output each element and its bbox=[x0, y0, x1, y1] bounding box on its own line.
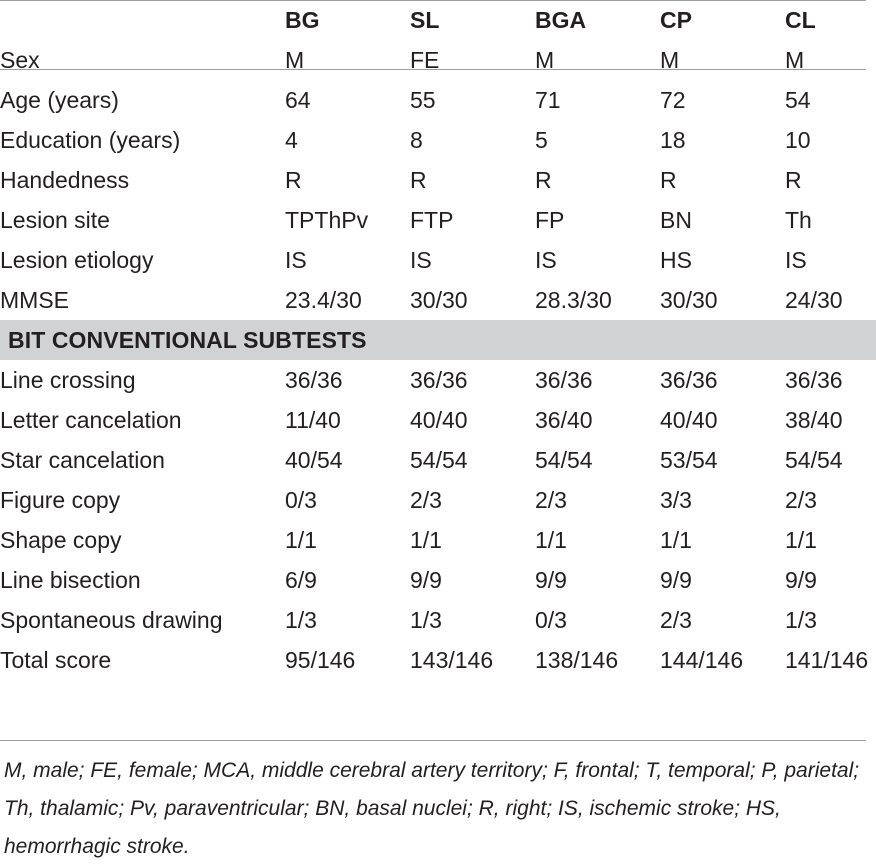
header-row bbox=[0, 0, 876, 40]
column-header-bg: BG bbox=[285, 7, 320, 33]
column-header-cl: CL bbox=[785, 7, 816, 33]
table-cell: 1/3 bbox=[785, 607, 817, 633]
table-cell: IS bbox=[535, 247, 557, 273]
table-row bbox=[0, 40, 876, 80]
table-cell: HS bbox=[660, 247, 692, 273]
table-cell: FP bbox=[535, 207, 565, 233]
table-row bbox=[0, 240, 876, 280]
table-cell: 2/3 bbox=[660, 607, 692, 633]
table-cell: 36/36 bbox=[410, 367, 468, 393]
table-cell: 36/36 bbox=[785, 367, 843, 393]
table-row bbox=[0, 280, 876, 320]
table-cell: IS bbox=[285, 247, 307, 273]
table-cell: 138/146 bbox=[535, 647, 619, 673]
table-cell: 30/30 bbox=[410, 287, 468, 313]
table-cell: 2/3 bbox=[785, 487, 817, 513]
table-cell: 11/40 bbox=[285, 407, 341, 433]
table-cell: R bbox=[535, 167, 552, 193]
table-cell: R bbox=[285, 167, 302, 193]
row-label: Spontaneous drawing bbox=[0, 607, 223, 633]
table-cell: 1/1 bbox=[785, 527, 817, 553]
table-cell: 2/3 bbox=[410, 487, 442, 513]
table-row bbox=[0, 360, 876, 400]
table-cell: 40/40 bbox=[410, 407, 468, 433]
table-cell: 1/1 bbox=[660, 527, 692, 553]
table-cell: 1/1 bbox=[410, 527, 442, 553]
row-label: Letter cancelation bbox=[0, 407, 182, 433]
table-row bbox=[0, 120, 876, 160]
table-cell: 0/3 bbox=[535, 607, 567, 633]
row-label: Age (years) bbox=[0, 87, 119, 113]
table-cell: 40/54 bbox=[285, 447, 343, 473]
row-label: Line bisection bbox=[0, 567, 141, 593]
table-cell: TPThPv bbox=[285, 207, 369, 233]
row-label: Lesion etiology bbox=[0, 247, 154, 273]
row-label: Figure copy bbox=[0, 487, 121, 513]
table-cell: IS bbox=[785, 247, 807, 273]
row-label: Line crossing bbox=[0, 367, 136, 393]
header-blank-cell bbox=[0, 0, 285, 40]
table-cell: 54 bbox=[785, 87, 811, 113]
row-label: Sex bbox=[0, 47, 40, 73]
table-row bbox=[0, 600, 876, 640]
table-cell: 143/146 bbox=[410, 647, 494, 673]
table-cell: 23.4/30 bbox=[285, 287, 362, 313]
row-label: Shape copy bbox=[0, 527, 122, 553]
row-label: Education (years) bbox=[0, 127, 181, 153]
table-row bbox=[0, 160, 876, 200]
table-row bbox=[0, 80, 876, 120]
table-cell: 9/9 bbox=[660, 567, 692, 593]
table-cell: IS bbox=[410, 247, 432, 273]
table-cell: 95/146 bbox=[285, 647, 356, 673]
table-cell: 3/3 bbox=[660, 487, 692, 513]
table-cell: 72 bbox=[660, 87, 686, 113]
table-cell: 36/36 bbox=[660, 367, 718, 393]
table-cell: 24/30 bbox=[785, 287, 843, 313]
table-cell: 53/54 bbox=[660, 447, 718, 473]
table-cell: 18 bbox=[660, 127, 686, 153]
table-cell: FTP bbox=[410, 207, 454, 233]
table-cell: 2/3 bbox=[535, 487, 567, 513]
table-cell: 10 bbox=[785, 127, 811, 153]
table-cell: 144/146 bbox=[660, 647, 744, 673]
table-cell: R bbox=[785, 167, 802, 193]
table-cell: 40/40 bbox=[660, 407, 718, 433]
row-label: Handedness bbox=[0, 167, 130, 193]
table-cell: 4 bbox=[285, 127, 298, 153]
table-cell: Th bbox=[785, 207, 812, 233]
table-bottom-rule bbox=[0, 740, 866, 741]
total-score-row bbox=[0, 640, 876, 680]
table-cell: 64 bbox=[285, 87, 311, 113]
row-label: Star cancelation bbox=[0, 447, 165, 473]
table-row bbox=[0, 200, 876, 240]
table-cell: BN bbox=[660, 207, 692, 233]
table-cell: 9/9 bbox=[535, 567, 567, 593]
table-cell: 1/3 bbox=[410, 607, 442, 633]
table-cell: 9/9 bbox=[410, 567, 442, 593]
table-row bbox=[0, 480, 876, 520]
table-cell: 5 bbox=[535, 127, 548, 153]
table-cell: 54/54 bbox=[535, 447, 593, 473]
table-cell: 36/36 bbox=[285, 367, 343, 393]
table-cell: 54/54 bbox=[785, 447, 843, 473]
table-cell: 28.3/30 bbox=[535, 287, 612, 313]
table-row bbox=[0, 520, 876, 560]
table-row bbox=[0, 560, 876, 600]
table-cell: 71 bbox=[535, 87, 561, 113]
table-cell: 54/54 bbox=[410, 447, 468, 473]
table-cell: R bbox=[410, 167, 427, 193]
table-footnote: M, male; FE, female; MCA, middle cerebral artery territory; F, frontal; T, temporal; P, parietal; Th, thalamic; Pv, paraventricular; BN, basal nuclei; R, right; IS, ischemic stroke; HS, hemorrhagic stroke. bbox=[4, 759, 860, 858]
table-cell: 36/36 bbox=[535, 367, 593, 393]
table-cell: R bbox=[660, 167, 677, 193]
column-header-bga: BGA bbox=[535, 7, 587, 33]
table-cell: M bbox=[660, 47, 680, 73]
table-cell: 36/40 bbox=[535, 407, 593, 433]
table-cell: 9/9 bbox=[785, 567, 817, 593]
table-cell: M bbox=[785, 47, 805, 73]
table-cell: 1/3 bbox=[285, 607, 317, 633]
section-title: BIT CONVENTIONAL SUBTESTS bbox=[0, 320, 876, 360]
table-cell: 55 bbox=[410, 87, 436, 113]
table-row bbox=[0, 400, 876, 440]
table-cell: 8 bbox=[410, 127, 423, 153]
table-row bbox=[0, 440, 876, 480]
table-cell: 0/3 bbox=[285, 487, 317, 513]
table-cell: M bbox=[285, 47, 305, 73]
table-cell: FE bbox=[410, 47, 440, 73]
column-header-sl: SL bbox=[410, 7, 440, 33]
row-label: Total score bbox=[0, 647, 112, 673]
table-cell: 1/1 bbox=[285, 527, 317, 553]
table-cell: M bbox=[535, 47, 555, 73]
column-header-cp: CP bbox=[660, 7, 692, 33]
row-label: Lesion site bbox=[0, 207, 110, 233]
table-cell: 1/1 bbox=[535, 527, 567, 553]
section-header-row bbox=[0, 320, 876, 360]
table-cell: 30/30 bbox=[660, 287, 718, 313]
row-label: MMSE bbox=[0, 287, 69, 313]
table-cell: 6/9 bbox=[285, 567, 317, 593]
table-cell: 38/40 bbox=[785, 407, 843, 433]
table-cell: 141/146 bbox=[785, 647, 869, 673]
